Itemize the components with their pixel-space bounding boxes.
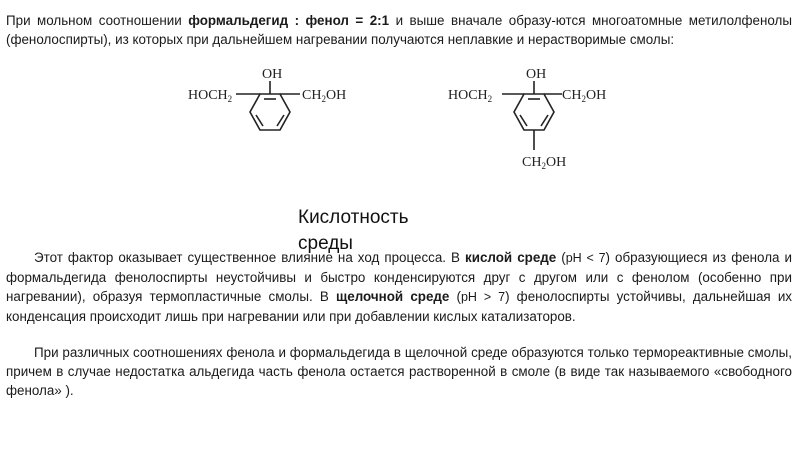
left-group-label: $HOCH_2$ <box>448 88 493 104</box>
ratio-paragraph <box>6 343 792 400</box>
acidity-text-3: ) образующиеся из фенола и формальдегида фенолоспирты неустойчивы и быстро конденсируются друг с другом или с фенолом (особенно при нагревании), образуя термопластичные смолы. В <box>6 250 792 304</box>
acidity-paragraph <box>6 248 792 326</box>
acidity-text-5: ) фенолоспирты устойчивы, дальнейшая их конденсация происходит лишь при нагревании или при добавлении кислых катализаторов. <box>6 289 792 324</box>
right-group-label: $CH_2OH$ <box>302 88 347 104</box>
intro-text-2: и выше вначале образу-ются многоатомные метилолфенолы (фенолоспирты), из которых при дальнейшем нагревании получаются неплавкие и нерастворимые смолы: <box>6 13 792 47</box>
right-group-label: $CH_2OH$ <box>562 88 607 104</box>
hydroxyl-label: OH <box>262 67 283 82</box>
hydroxyl-label: OH <box>526 67 547 82</box>
section-heading: Кислотность среды <box>298 207 409 254</box>
ph-alkaline: pH > 7 <box>460 290 506 304</box>
intro-ratio-bold: формальдегид : фенол = 2:1 <box>188 13 390 28</box>
molecule-trimethylolphenol <box>440 64 620 176</box>
acidity-text-2: ( <box>556 250 566 265</box>
left-group-label: $HOCH_2$ <box>188 88 233 104</box>
acidic-medium-bold: кислой среде <box>465 250 557 265</box>
ratio-text: При различных соотношениях фенола и формальдегида в щелочной среде образуются только термореактивные смолы, причем в случае недостатка альдегида часть фенола остается растворенной в смоле (в виде так называемого «свободного фенола» ). <box>6 345 792 398</box>
ph-acidic: pH < 7 <box>565 251 606 265</box>
acidity-text-4: ( <box>449 289 461 304</box>
bottom-group-label: $CH_2OH$ <box>522 155 567 171</box>
acidity-text-1: Этот фактор оказывает существенное влияние на ход процесса. В <box>34 250 466 265</box>
molecule-dimethylolphenol <box>186 64 366 139</box>
intro-paragraph <box>6 11 792 49</box>
alkaline-medium-bold: щелочной среде <box>335 289 450 304</box>
intro-text-1: При мольном соотношении <box>6 13 189 28</box>
